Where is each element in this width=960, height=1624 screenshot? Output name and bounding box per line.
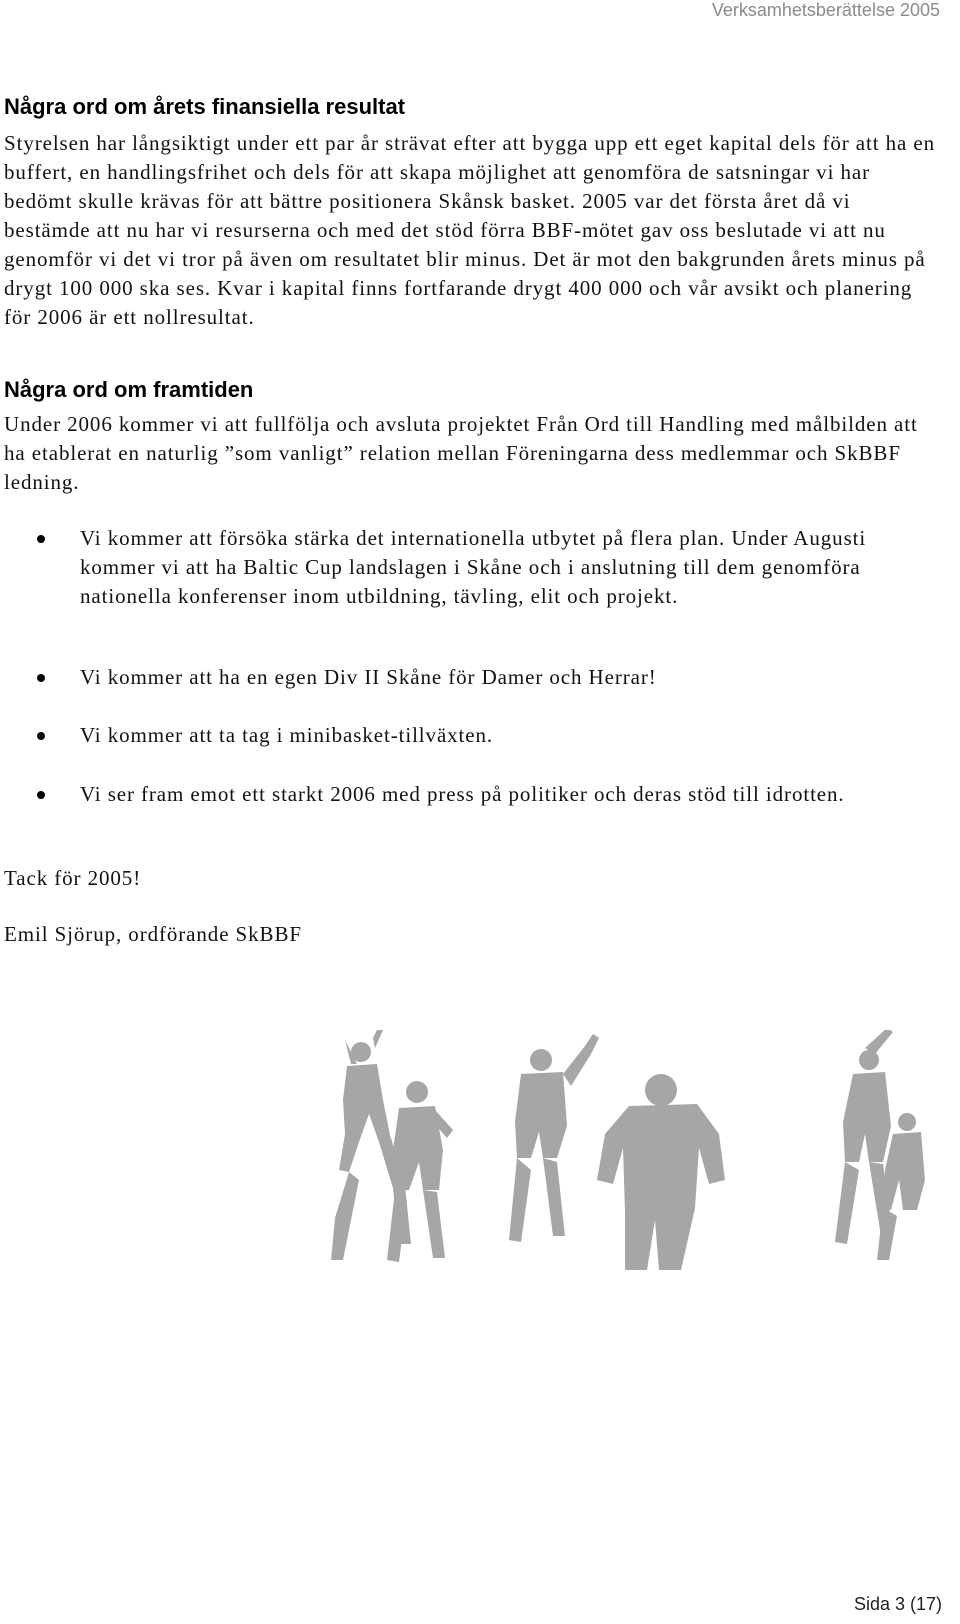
bullet-icon bbox=[37, 732, 45, 740]
signature: Emil Sjörup, ordförande SkBBF bbox=[4, 922, 302, 946]
closing-thanks: Tack för 2005! bbox=[4, 866, 142, 890]
bullet-icon bbox=[37, 674, 45, 682]
bullet-icon bbox=[37, 791, 45, 799]
section-heading-finances: Några ord om årets finansiella resultat bbox=[4, 94, 406, 119]
bullet-icon bbox=[37, 535, 45, 543]
list-item-text: Vi kommer att försöka stärka det internationella utbytet på flera plan. Under Augusti kommer vi att ha Baltic Cup landslagen i Skåne och i anslutning till dem genomföra nationella konferenser inom utbildning, tävling, elit och projekt. bbox=[80, 526, 867, 608]
list-item-text: Vi kommer att ta tag i minibasket-tillväxten. bbox=[80, 723, 494, 747]
basketball-players-silhouette-image bbox=[295, 1030, 935, 1270]
section-heading-future: Några ord om framtiden bbox=[4, 377, 254, 402]
list-item-text: Vi ser fram emot ett starkt 2006 med press på politiker och deras stöd till idrotten. bbox=[80, 782, 845, 806]
finances-paragraph: Styrelsen har långsiktigt under ett par år strävat efter att bygga upp ett eget kapital dels för att ha en buffert, en handlingsfrihet och dels för att skapa möjlighet att genomföra de satsningar vi har bedömt skulle krävas för att bättre positionera Skånsk basket. 2005 var det första året då vi bestämde att nu har vi resurserna och med det stöd förra BBF-mötet gav oss beslutade vi att nu genomför vi det vi tror på även om resultatet blir minus. Det är mot den bakgrunden årets minus på drygt 100 000 ska ses. Kvar i kapital finns fortfarande drygt 400 000 och vår avsikt och planering för 2006 är ett nollresultat. bbox=[4, 131, 936, 329]
running-header: Verksamhetsberättelse 2005 bbox=[711, 0, 940, 20]
list-item-text: Vi kommer att ha en egen Div II Skåne för Damer och Herrar! bbox=[80, 665, 657, 689]
future-paragraph: Under 2006 kommer vi att fullfölja och avsluta projektet Från Ord till Handling med målbilden att ha etablerat en naturlig ”som vanligt” relation mellan Föreningarna dess medlemmar och SkBBF ledning. bbox=[4, 412, 918, 494]
page-number: Sida 3 (17) bbox=[853, 1594, 942, 1614]
